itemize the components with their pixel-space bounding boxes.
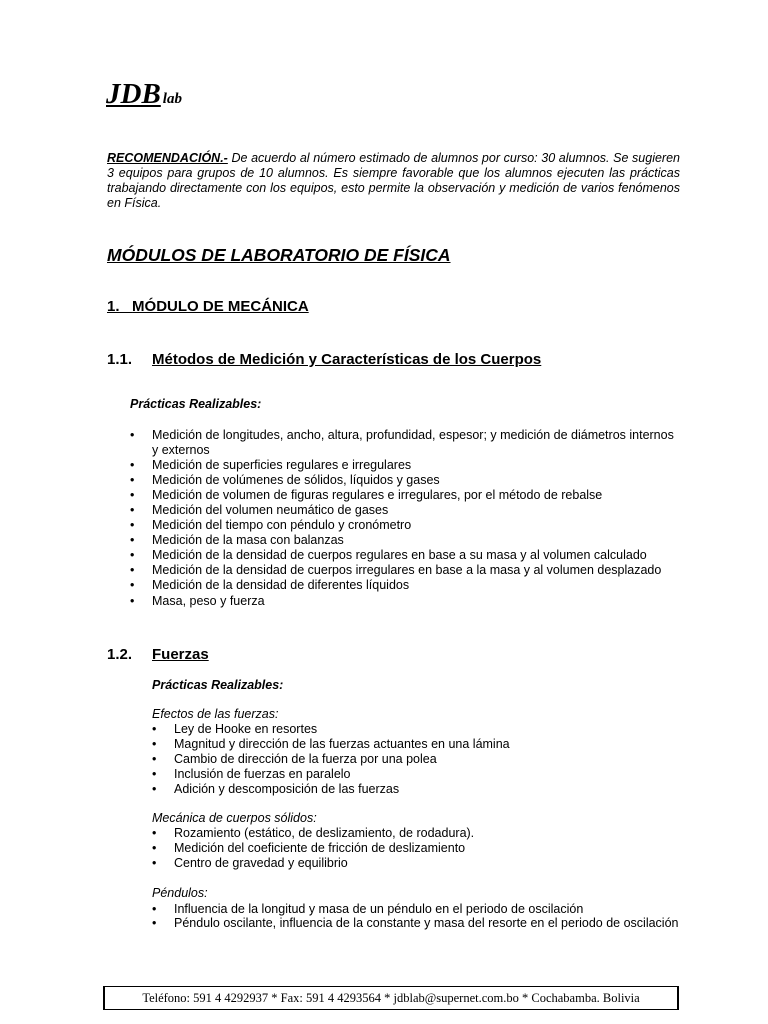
practices-list [152, 722, 680, 797]
list-item: • Medición de superficies regulares e irregulares [130, 458, 682, 473]
module-heading [107, 298, 309, 316]
list-item: • Medición del coeficiente de fricción de deslizamiento [152, 841, 680, 856]
list-item: • Medición de la densidad de cuerpos irregulares en base a la masa y al volumen desplazado [130, 563, 682, 578]
section-title: Métodos de Medición y Características de los Cuerpos [152, 351, 542, 368]
list-item: • Rozamiento (estático, de deslizamiento, de rodadura). [152, 826, 680, 841]
recommendation-paragraph [107, 151, 680, 211]
section-number: 1.2. [107, 646, 133, 663]
practices-list [152, 826, 680, 872]
list-item: • Medición de volumen de figuras regulares e irregulares, por el método de rebalse [130, 488, 682, 503]
group-label: Péndulos: [152, 885, 208, 900]
recommendation-label: RECOMENDACIÓN.- [107, 150, 228, 165]
practices-label: Prácticas Realizables: [152, 677, 284, 692]
recommendation-text: De acuerdo al número estimado de alumnos por curso: 30 alumnos. Se sugieren 3 equipos para grupos de 10 alumnos. Es siempre favorable que los alumnos ejecuten las prácticas trabajando directamente con los equipos, esto permite la observación y medición de varios fenómenos en Física. [107, 150, 680, 210]
footer-contact-text: Teléfono: 591 4 4292937 * Fax: 591 4 4293564 * jdblab@supernet.com.bo * Cochabamba. Bolivia [142, 991, 640, 1005]
list-item: • Inclusión de fuerzas en paralelo [152, 767, 680, 782]
list-item: • Ley de Hooke en resortes [152, 722, 680, 737]
group-label: Mecánica de cuerpos sólidos: [152, 810, 317, 825]
practices-list [130, 428, 682, 609]
list-item: • Medición de la masa con balanzas [130, 533, 682, 548]
practices-label: Prácticas Realizables: [130, 396, 262, 411]
list-item: • Medición de la densidad de diferentes líquidos [130, 578, 682, 593]
module-title: MÓDULO DE MECÁNICA [132, 298, 309, 315]
list-item: • Adición y descomposición de las fuerzas [152, 782, 680, 797]
group-label: Efectos de las fuerzas: [152, 706, 279, 721]
list-item: • Centro de gravedad y equilibrio [152, 856, 680, 871]
list-item: • Medición de la densidad de cuerpos regulares en base a su masa y al volumen calculado [130, 548, 682, 563]
list-item: • Magnitud y dirección de las fuerzas actuantes en una lámina [152, 737, 680, 752]
company-logo [106, 79, 182, 114]
list-item: • Medición del tiempo con péndulo y cronómetro [130, 518, 682, 533]
list-item: • Péndulo oscilante, influencia de la constante y masa del resorte en el periodo de oscilación [152, 916, 680, 931]
list-item: • Medición del volumen neumático de gases [130, 503, 682, 518]
list-item: • Cambio de dirección de la fuerza por una polea [152, 752, 680, 767]
list-item: • Masa, peso y fuerza [130, 594, 682, 609]
module-number: 1. [107, 298, 120, 315]
list-item: • Medición de volúmenes de sólidos, líquidos y gases [130, 473, 682, 488]
logo-main-text: JDB [106, 78, 161, 110]
practices-list [152, 902, 680, 931]
logo-sub-text: lab [162, 91, 182, 107]
list-item: • Medición de longitudes, ancho, altura, profundidad, espesor; y medición de diámetros internos y externos [130, 428, 682, 458]
section-title: Fuerzas [152, 646, 209, 663]
section-number: 1.1. [107, 351, 133, 368]
list-item: • Influencia de la longitud y masa de un péndulo en el periodo de oscilación [152, 902, 680, 917]
footer-contact-box [103, 986, 679, 1010]
main-title: MÓDULOS DE LABORATORIO DE FÍSICA [107, 245, 451, 265]
